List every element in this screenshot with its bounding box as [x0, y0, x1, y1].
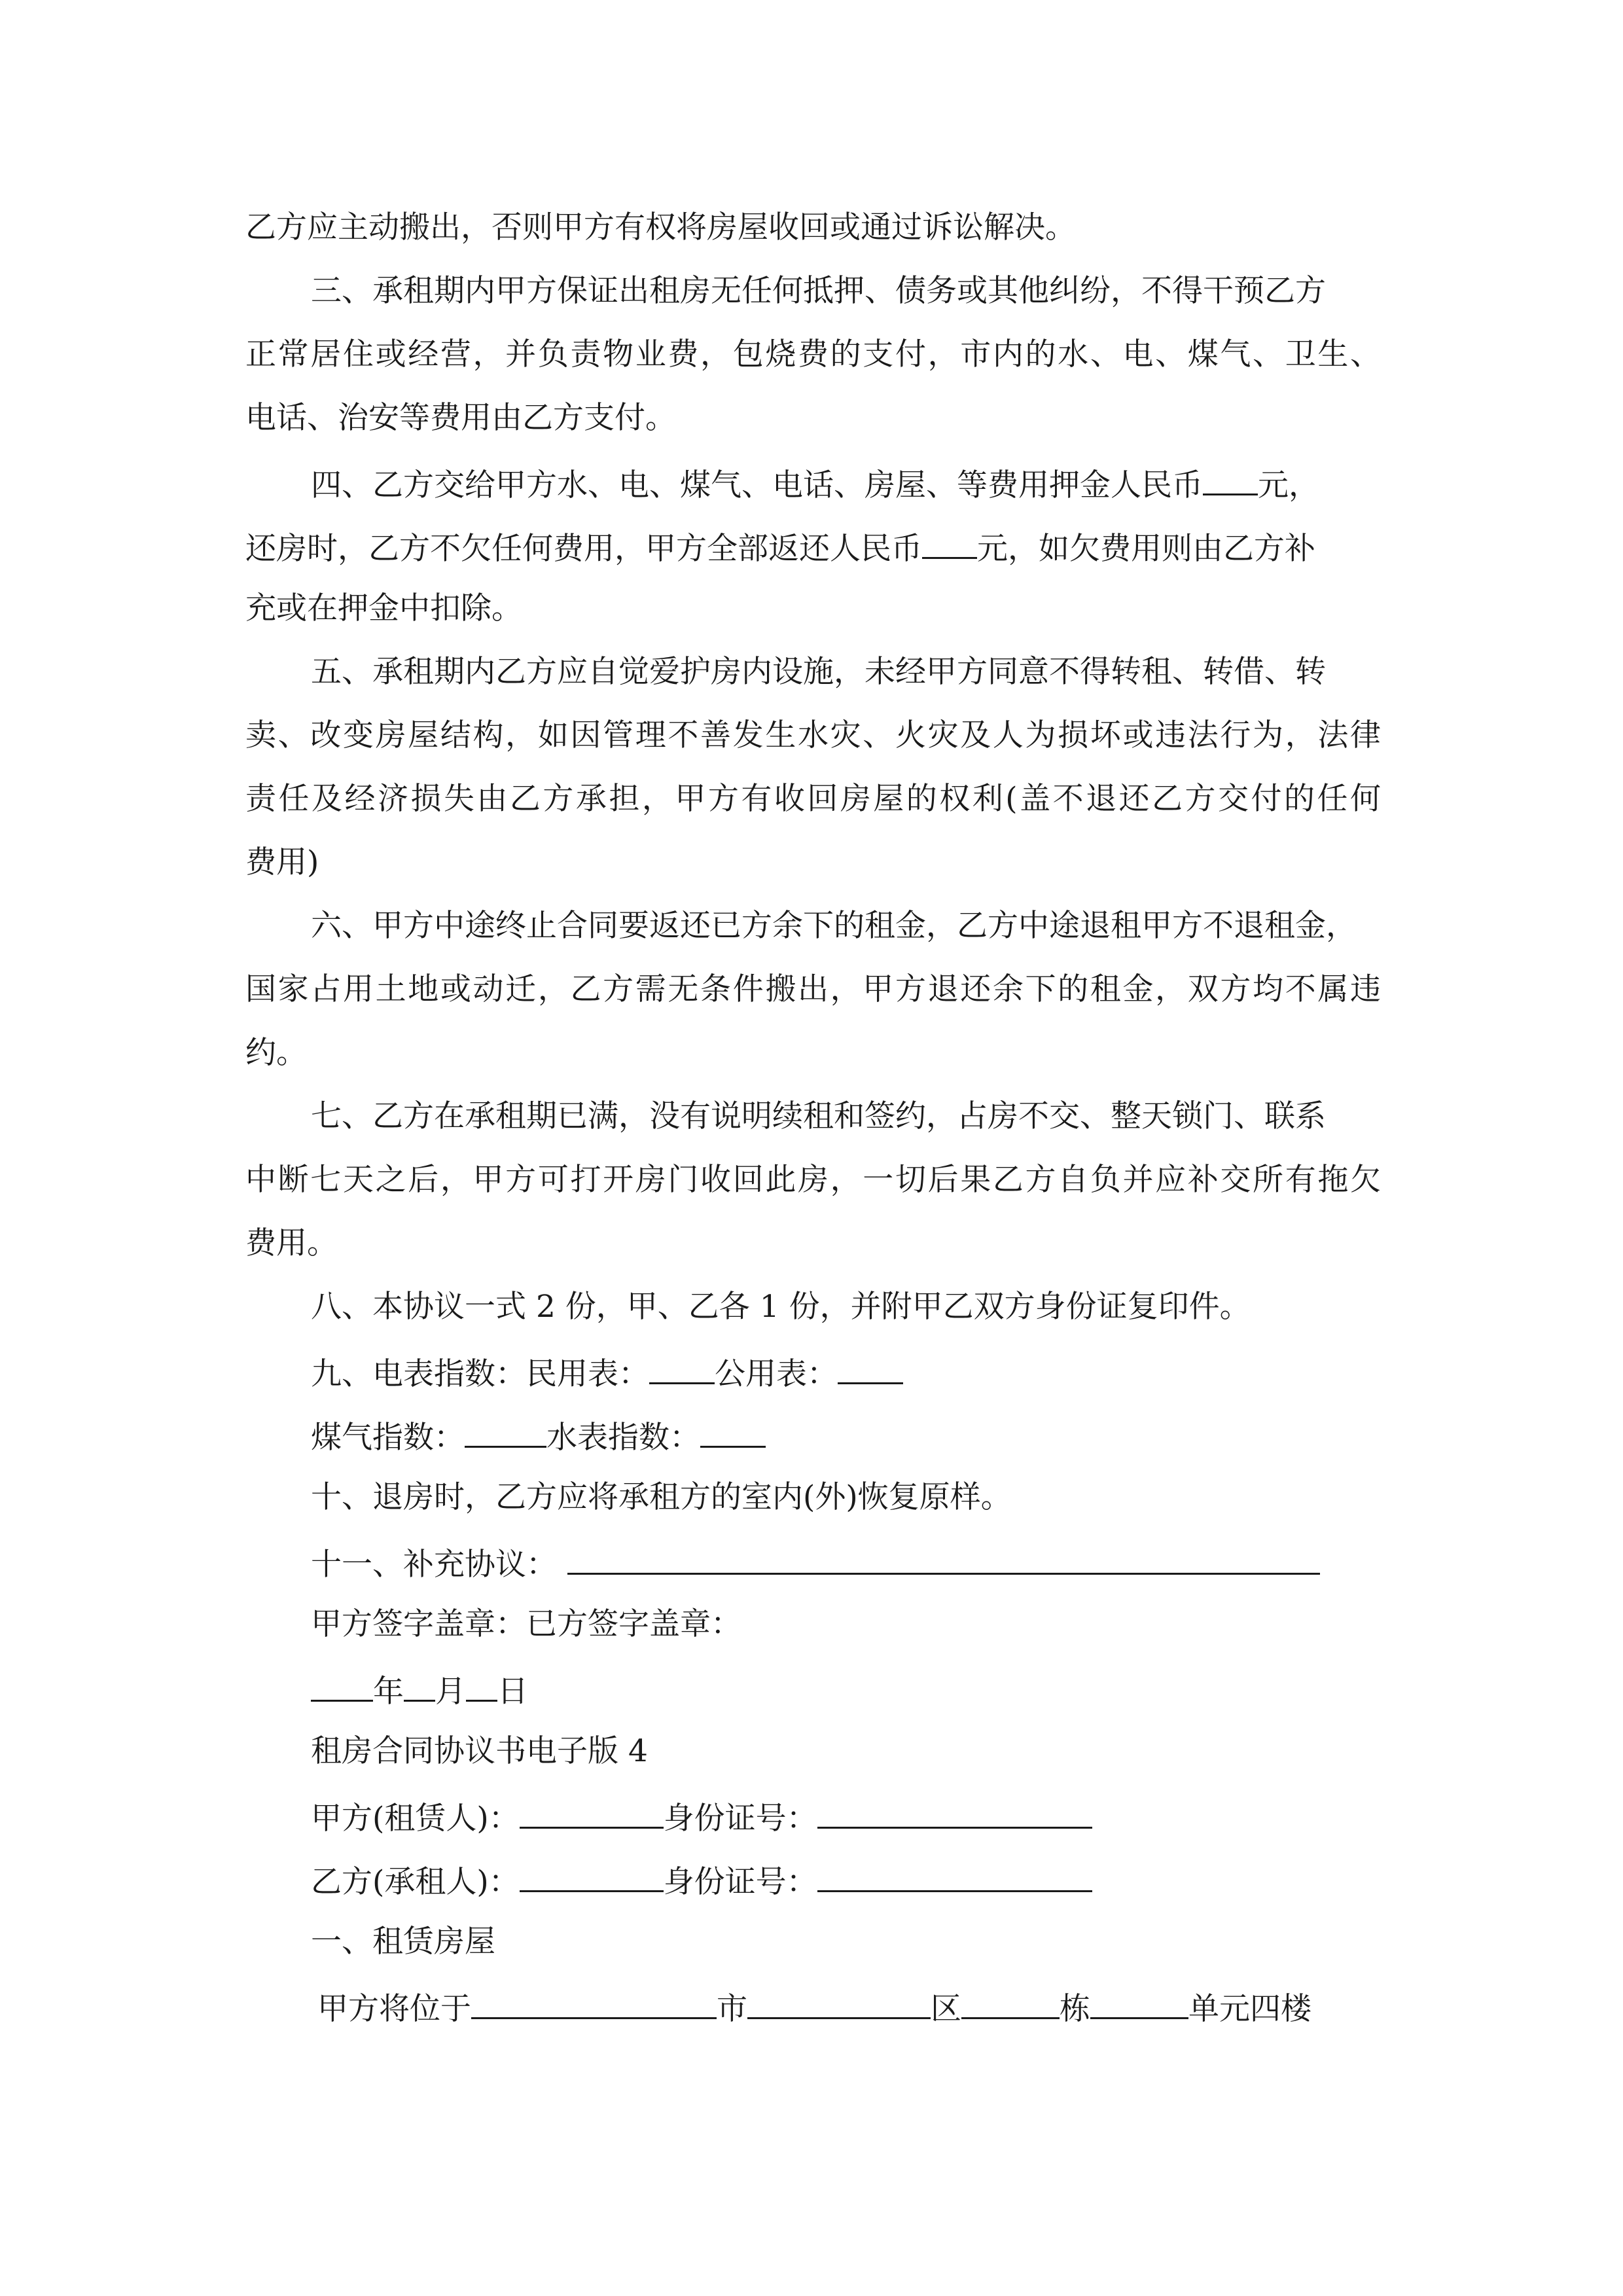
clause-11: 十一、补充协议：: [311, 1540, 1320, 1582]
clause-3-line-2: 正常居住或经营，并负责物业费，包烧费的支付，市内的水、电、煤气、卫生、: [245, 336, 1381, 372]
party-b-line: 乙方(承租人)： 身份证号：: [311, 1857, 1092, 1899]
clause-3-line-1: 三、承租期内甲方保证出租房无任何抵押、债务或其他纠纷，不得干预乙方: [311, 273, 1326, 309]
clause-4-line-1: 四、乙方交给甲方水、电、煤气、电话、房屋、等费用押金人民币 元，: [311, 461, 1319, 503]
clause-7-line-3: 费用。: [245, 1225, 338, 1261]
party-a-id-blank[interactable]: [817, 1794, 1092, 1829]
refund-blank[interactable]: [922, 524, 977, 559]
signature-line: 甲方签字盖章：已方签字盖章：: [311, 1606, 741, 1642]
party-a-name-blank[interactable]: [520, 1794, 664, 1829]
clause-9-meters: 九、电表指数：民用表： 公用表：: [311, 1350, 903, 1391]
party-b-name-blank[interactable]: [520, 1857, 664, 1892]
gas-meter-blank[interactable]: [465, 1413, 546, 1448]
deposit-blank[interactable]: [1203, 461, 1258, 495]
clause-10: 十、退房时，乙方应将承租方的室内(外)恢复原样。: [311, 1479, 1012, 1515]
clause-7-line-1: 七、乙方在承租期已满，没有说明续租和签约，占房不交、整天锁门、联系: [311, 1098, 1326, 1134]
clause-4-line-3: 充或在押金中扣除。: [245, 590, 522, 626]
section-1-heading: 一、租赁房屋: [311, 1924, 495, 1960]
clause-7-line-2: 中断七天之后，甲方可打开房门收回此房，一切后果乙方自负并应补交所有拖欠: [245, 1162, 1381, 1198]
address-line: 甲方将位于 市 区 栋 单元四楼: [317, 1984, 1311, 2026]
clause-5-line-2: 卖、改变房屋结构，如因管理不善发生水灾、火灾及人为损坏或违法行为，法律: [245, 717, 1381, 753]
clause-5-line-1: 五、承租期内乙方应自觉爱护房内设施，未经甲方同意不得转租、转借、转: [311, 654, 1326, 690]
supplementary-agreement-blank[interactable]: [567, 1540, 1320, 1575]
party-b-id-blank[interactable]: [817, 1857, 1092, 1892]
clause-3-line-3: 电话、治安等费用由乙方支付。: [245, 400, 676, 436]
clause-5-line-4: 费用): [245, 844, 319, 880]
clause-9-gas-water: 煤气指数： 水表指数：: [311, 1413, 766, 1455]
unit-blank[interactable]: [1090, 1984, 1188, 2019]
public-meter-blank[interactable]: [838, 1350, 903, 1384]
residential-meter-blank[interactable]: [649, 1350, 715, 1384]
contract-4-title: 租房合同协议书电子版 4: [311, 1733, 648, 1769]
year-blank[interactable]: [311, 1667, 373, 1702]
water-meter-blank[interactable]: [700, 1413, 766, 1448]
month-blank[interactable]: [404, 1667, 435, 1702]
clause-6-line-1: 六、甲方中途终止合同要返还已方余下的租金，乙方中途退租甲方不退租金，: [311, 908, 1357, 944]
building-blank[interactable]: [961, 1984, 1060, 2019]
clause-8: 八、本协议一式 2 份，甲、乙各 1 份，并附甲乙双方身份证复印件。: [311, 1289, 1251, 1325]
party-a-line: 甲方(租赁人)： 身份证号：: [311, 1794, 1092, 1836]
address-blank[interactable]: [471, 1984, 717, 2019]
clause-6-line-3: 约。: [245, 1035, 307, 1071]
clause-5-line-3: 责任及经济损失由乙方承担，甲方有收回房屋的权利(盖不退还乙方交付的任何: [245, 781, 1381, 817]
clause-4-line-2: 还房时，乙方不欠任何费用，甲方全部返还人民币 元，如欠费用则由乙方补: [245, 524, 1315, 566]
date-line: 年 月 日: [311, 1667, 528, 1709]
clause-6-line-2: 国家占用土地或动迁，乙方需无条件搬出，甲方退还余下的租金，双方均不属违: [245, 971, 1381, 1007]
day-blank[interactable]: [466, 1667, 497, 1702]
city-blank[interactable]: [747, 1984, 931, 2019]
paragraph-2-continuation: 乙方应主动搬出，否则甲方有权将房屋收回或通过诉讼解决。: [245, 209, 1076, 245]
